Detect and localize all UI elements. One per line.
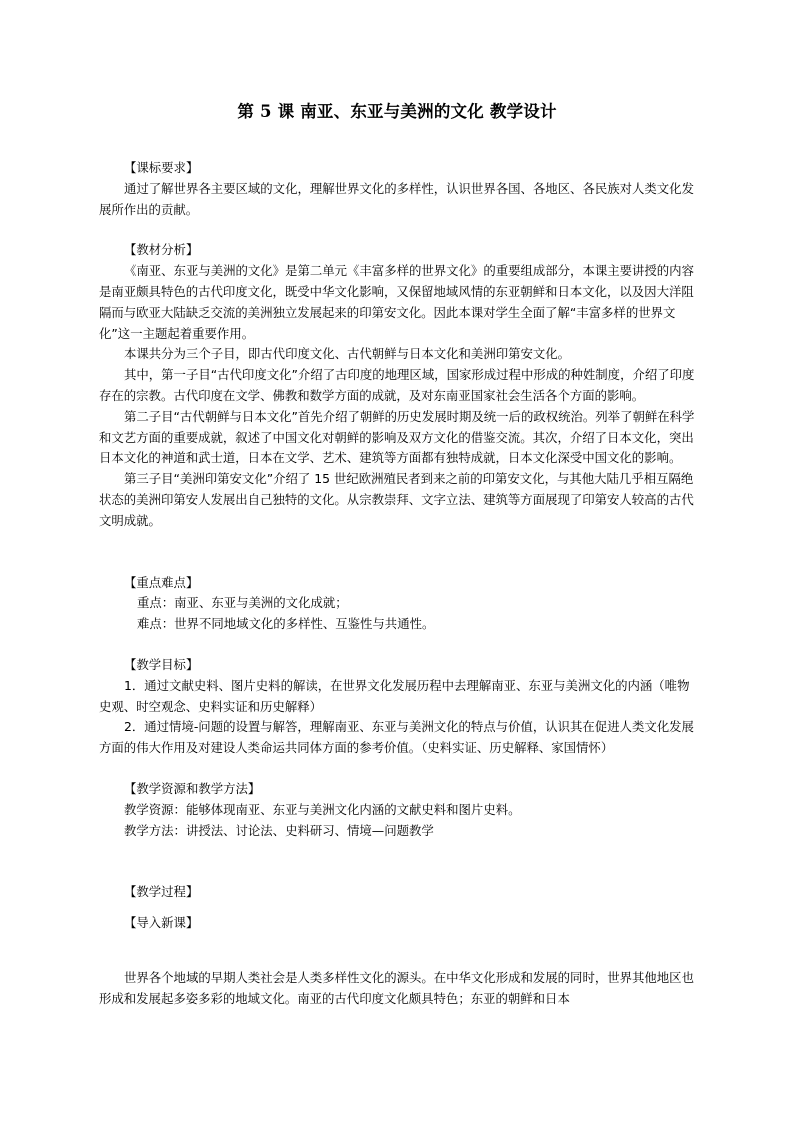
paragraph: 2．通过情境-问题的设置与解答，理解南亚、东亚与美洲文化的特点与价值，认识其在促进人类文化发展方面的伟大作用及对建设人类命运共同体方面的参考价值。（史料实证、历史解释、家国情怀）: [99, 719, 694, 756]
paragraph: 第三子目“美洲印第安文化”介绍了 15 世纪欧洲殖民者到来之前的印第安文化，与其他大陆几乎相互隔绝状态的美洲印第安人发展出自己独特的文化。从宗教崇拜、文字立法、建筑等方面展现了印第安人较高的古代文明成就。: [99, 471, 694, 528]
paragraph: 难点：世界不同地域文化的多样性、互鉴性与共通性。: [137, 616, 435, 632]
section-heading-teaching-process: 【教学过程】: [124, 884, 199, 900]
paragraph: 《南亚、东亚与美洲的文化》是第二单元《丰富多样的世界文化》的重要组成部分，本课主要讲授的内容是南亚颇具特色的古代印度文化，既受中华文化影响，又保留地域风情的东亚朝鲜和日本文化，以及因大洋阻隔而与欧亚大陆缺乏交流的美洲独立发展起来的印第安文化。因此本课对学生全面了解“丰富多样的世界文化”这一主题起着重要作用。: [99, 263, 694, 341]
paragraph: 世界各个地域的早期人类社会是人类多样性文化的源头。在中华文化形成和发展的同时，世界其他地区也形成和发展起多姿多彩的地域文化。南亚的古代印度文化颇具特色；东亚的朝鲜和日本: [99, 969, 694, 1006]
section-heading-curriculum: 【课标要求】: [124, 160, 199, 175]
section-heading-key-points: 【重点难点】: [124, 574, 199, 590]
section-heading-introduction: 【导入新课】: [124, 915, 199, 931]
paragraph: 第二子目“古代朝鲜与日本文化”首先介绍了朝鲜的历史发展时期及统一后的政权统治。列举了朝鲜在科学和文艺方面的重要成就，叙述了中国文化对朝鲜的影响及双方文化的借鉴交流。其次，介绍了日本文化，突出日本文化的神道和武士道，日本在文学、艺术、建筑等方面都有独特成就，日本文化深受中国文化的影响。: [99, 408, 695, 466]
paragraph: 教学资源：能够体现南亚、东亚与美洲文化内涵的文献史料和图片史料。: [124, 801, 521, 817]
section-heading-textbook-analysis: 【教材分析】: [124, 242, 199, 258]
document-title: 第 5 课 南亚、东亚与美洲的文化 教学设计: [237, 102, 557, 121]
paragraph: 教学方法：讲授法、讨论法、史料研习、情境—问题教学: [124, 822, 434, 838]
paragraph: 重点：南亚、东亚与美洲的文化成就；: [137, 595, 348, 611]
section-heading-resources-methods: 【教学资源和教学方法】: [124, 780, 261, 796]
paragraph: 本课共分为三个子目，即古代印度文化、古代朝鲜与日本文化和美洲印第安文化。: [124, 346, 571, 362]
paragraph: 1．通过文献史料、图片史料的解读，在世界文化发展历程中去理解南亚、东亚与美洲文化的内涵（唯物史观、时空观念、史料实证和历史解释）: [99, 677, 690, 714]
paragraph: 通过了解世界各主要区域的文化，理解世界文化的多样性，认识世界各国、各地区、各民族对人类文化发展所作出的贡献。: [99, 180, 694, 217]
paragraph: 其中，第一子目“古代印度文化”介绍了古印度的地理区域，国家形成过程中形成的种姓制度，介绍了印度存在的宗教。古代印度在文学、佛教和数学方面的成就，及对东南亚国家社会生活各个方面的影响。: [99, 367, 695, 403]
section-heading-objectives: 【教学目标】: [124, 656, 199, 672]
document-body: [99, 158, 699, 1010]
